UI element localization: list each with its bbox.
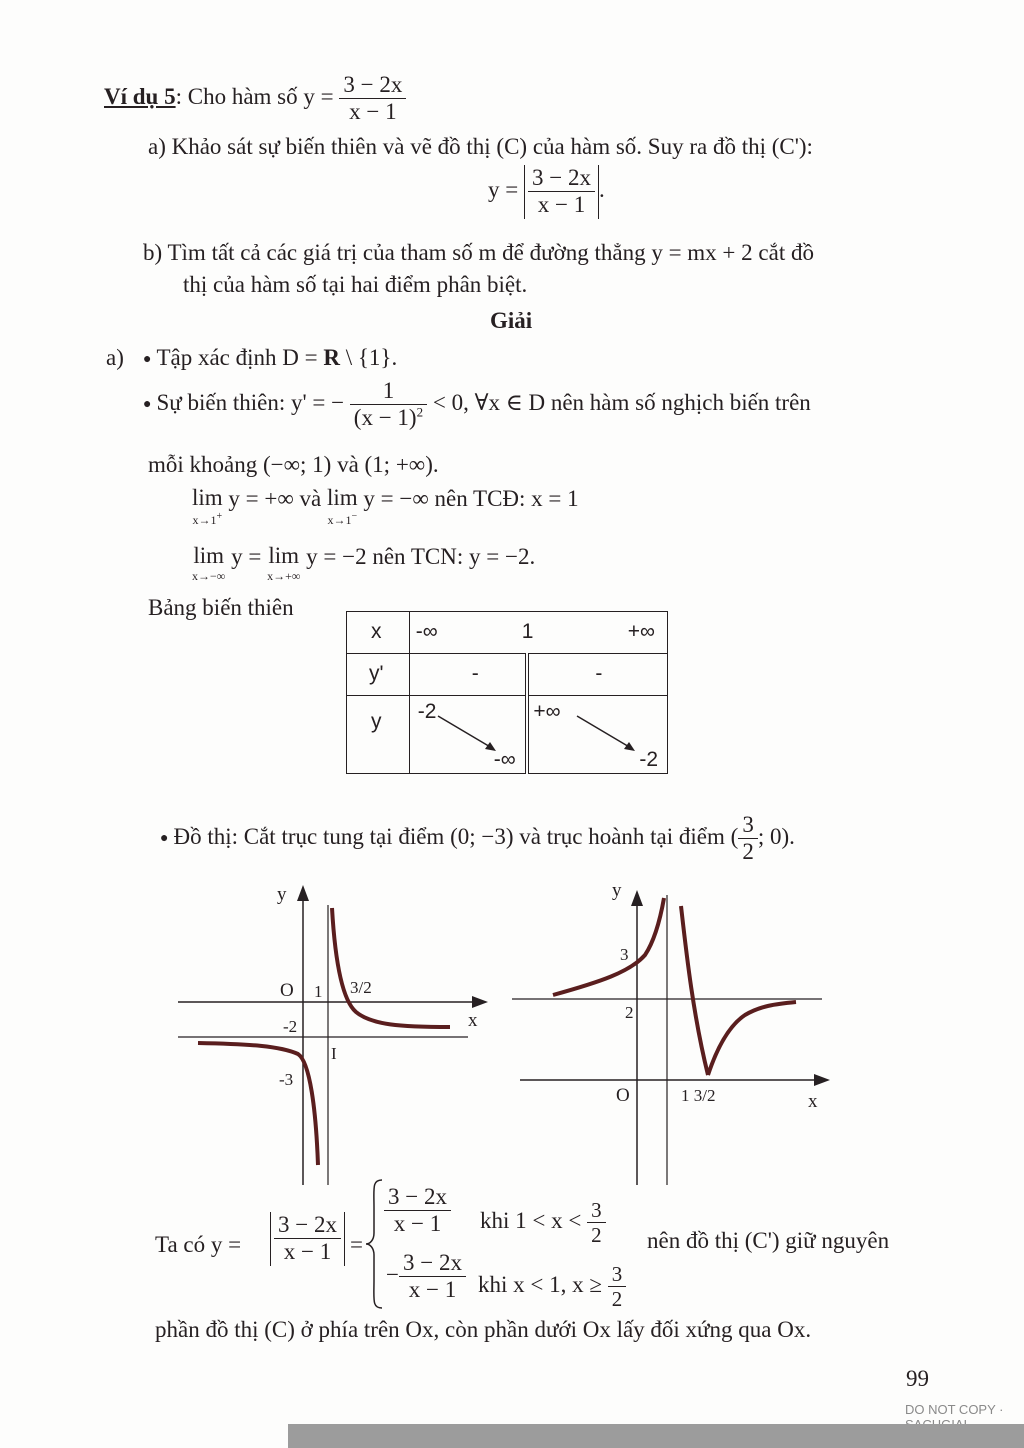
table-yp-right: - [595, 662, 603, 685]
table-yp-left: - [471, 662, 479, 685]
table-y-left-bottom: -∞ [493, 748, 516, 771]
table-yp-label: y' [369, 662, 384, 685]
example-label: Ví dụ 5 [104, 84, 176, 110]
table-x-label: x [371, 620, 382, 643]
table-y-right-top: +∞ [533, 700, 561, 723]
graph2-y-arrow [631, 890, 643, 906]
graph1-point-I: I [331, 1044, 337, 1063]
watermark-logo: DO NOT COPY · [905, 1402, 1004, 1417]
page-number: 99 [906, 1366, 929, 1391]
graph2-x-arrow [814, 1074, 830, 1086]
part-b-line1: b) Tìm tất cả các giá trị của tham số m để đường thẳng y = mx + 2 cắt đồ [143, 240, 814, 265]
domain-line: ● Tập xác định D = R \ {1}. [143, 345, 398, 370]
graph1-minus3-label: -3 [279, 1070, 294, 1089]
graph1-one-label: 1 [314, 982, 323, 1001]
intervals-line: mỗi khoảng (−∞; 1) và (1; +∞). [148, 452, 439, 477]
conclusion-last-line: phần đồ thị (C) ở phía trên Ox, còn phần dưới Ox lấy đối xứng qua Ox. [155, 1317, 812, 1342]
graph1-y-label: y [277, 884, 287, 905]
conclusion-eq: = [350, 1232, 363, 1257]
table-y-label: y [371, 710, 382, 733]
graph1-y-arrow [297, 885, 309, 901]
solution-a-label: a) [106, 345, 124, 370]
graph1-right-branch [332, 908, 450, 1027]
graph1-x-arrow [472, 996, 488, 1008]
table-x-neg-inf: -∞ [415, 620, 438, 643]
table-y-right-bottom: -2 [639, 748, 659, 771]
part-a-text: a) Khảo sát sự biến thiên và vẽ đồ thị (C) của hàm số. Suy ra đồ thị (C'): [148, 134, 813, 159]
graph1-x-label: x [468, 1010, 478, 1031]
conclusion-after: nên đồ thị (C') giữ nguyên [647, 1228, 890, 1253]
graph2 [512, 890, 830, 1185]
graph1-left-branch [198, 1043, 318, 1165]
graph2-right-branch [708, 1002, 796, 1075]
graph2-three-label: 3 [620, 945, 629, 964]
solution-heading: Giải [490, 308, 533, 333]
graph2-x-label: x [808, 1091, 818, 1112]
table-x-one: 1 [521, 620, 534, 643]
case1-condition: khi 1 < x < $\frac{3}{2}$ [480, 1198, 606, 1247]
piecewise-brace [364, 1178, 384, 1310]
conclusion-taco: Ta có y = [155, 1232, 242, 1257]
graph2-ticks-label: 1 3/2 [681, 1086, 716, 1105]
graph1 [178, 885, 488, 1185]
function-fraction: $\frac{3 - 2x}{x - 1}$ [339, 72, 406, 126]
bottom-scan-bar [288, 1424, 1024, 1448]
abs-function: y = $\frac{3 - 2x}{x - 1}$ . [488, 165, 605, 218]
table-y-left-top: -2 [417, 700, 437, 723]
part-b-line2: thị của hàm số tại hai điểm phân biệt. [183, 272, 528, 297]
graph2-two-label: 2 [625, 1003, 634, 1022]
case2-fraction: − $\frac{3 - 2x}{x - 1}$ [386, 1250, 466, 1304]
conclusion-abs-fraction: $\frac{3 - 2x}{x - 1}$ [270, 1212, 345, 1266]
limit-line-2: lim x→−∞ y = lim x→+∞ y = −2 nên TCN: y = −2. [192, 543, 536, 583]
graph1-three-half-label: 3/2 [350, 978, 372, 997]
graph2-y-label: y [612, 880, 622, 901]
table-title: Bảng biến thiên [148, 595, 294, 620]
graph1-minus2-label: -2 [283, 1017, 298, 1036]
graph2-middle-branch [681, 906, 708, 1075]
example-intro: : Cho hàm số y = [175, 84, 334, 110]
graph2-left-branch [553, 898, 664, 995]
graph-description: ● Đồ thị: Cắt trục tung tại điểm (0; −3) và trục hoành tại điểm ( $\frac{3}{2}$ ; 0). [160, 812, 795, 865]
variation-line: ● Sự biến thiên: y' = − $\frac{1}{(x - 1)^2}$ < 0, ∀x ∈ D nên hàm số nghịch biến trên [143, 378, 811, 431]
case1-fraction: $\frac{3 - 2x}{x - 1}$ [384, 1184, 451, 1238]
limit-line-1: lim x→1+ y = +∞ và lim x→1− y = −∞ nên TCĐ: x = 1 [192, 485, 579, 527]
table-x-pos-inf: +∞ [627, 620, 656, 643]
graph1-origin-label: O [280, 980, 294, 1001]
graph2-origin-label: O [616, 1085, 630, 1106]
case2-condition: khi x < 1, x ≥ $\frac{3}{2}$ [478, 1262, 626, 1311]
